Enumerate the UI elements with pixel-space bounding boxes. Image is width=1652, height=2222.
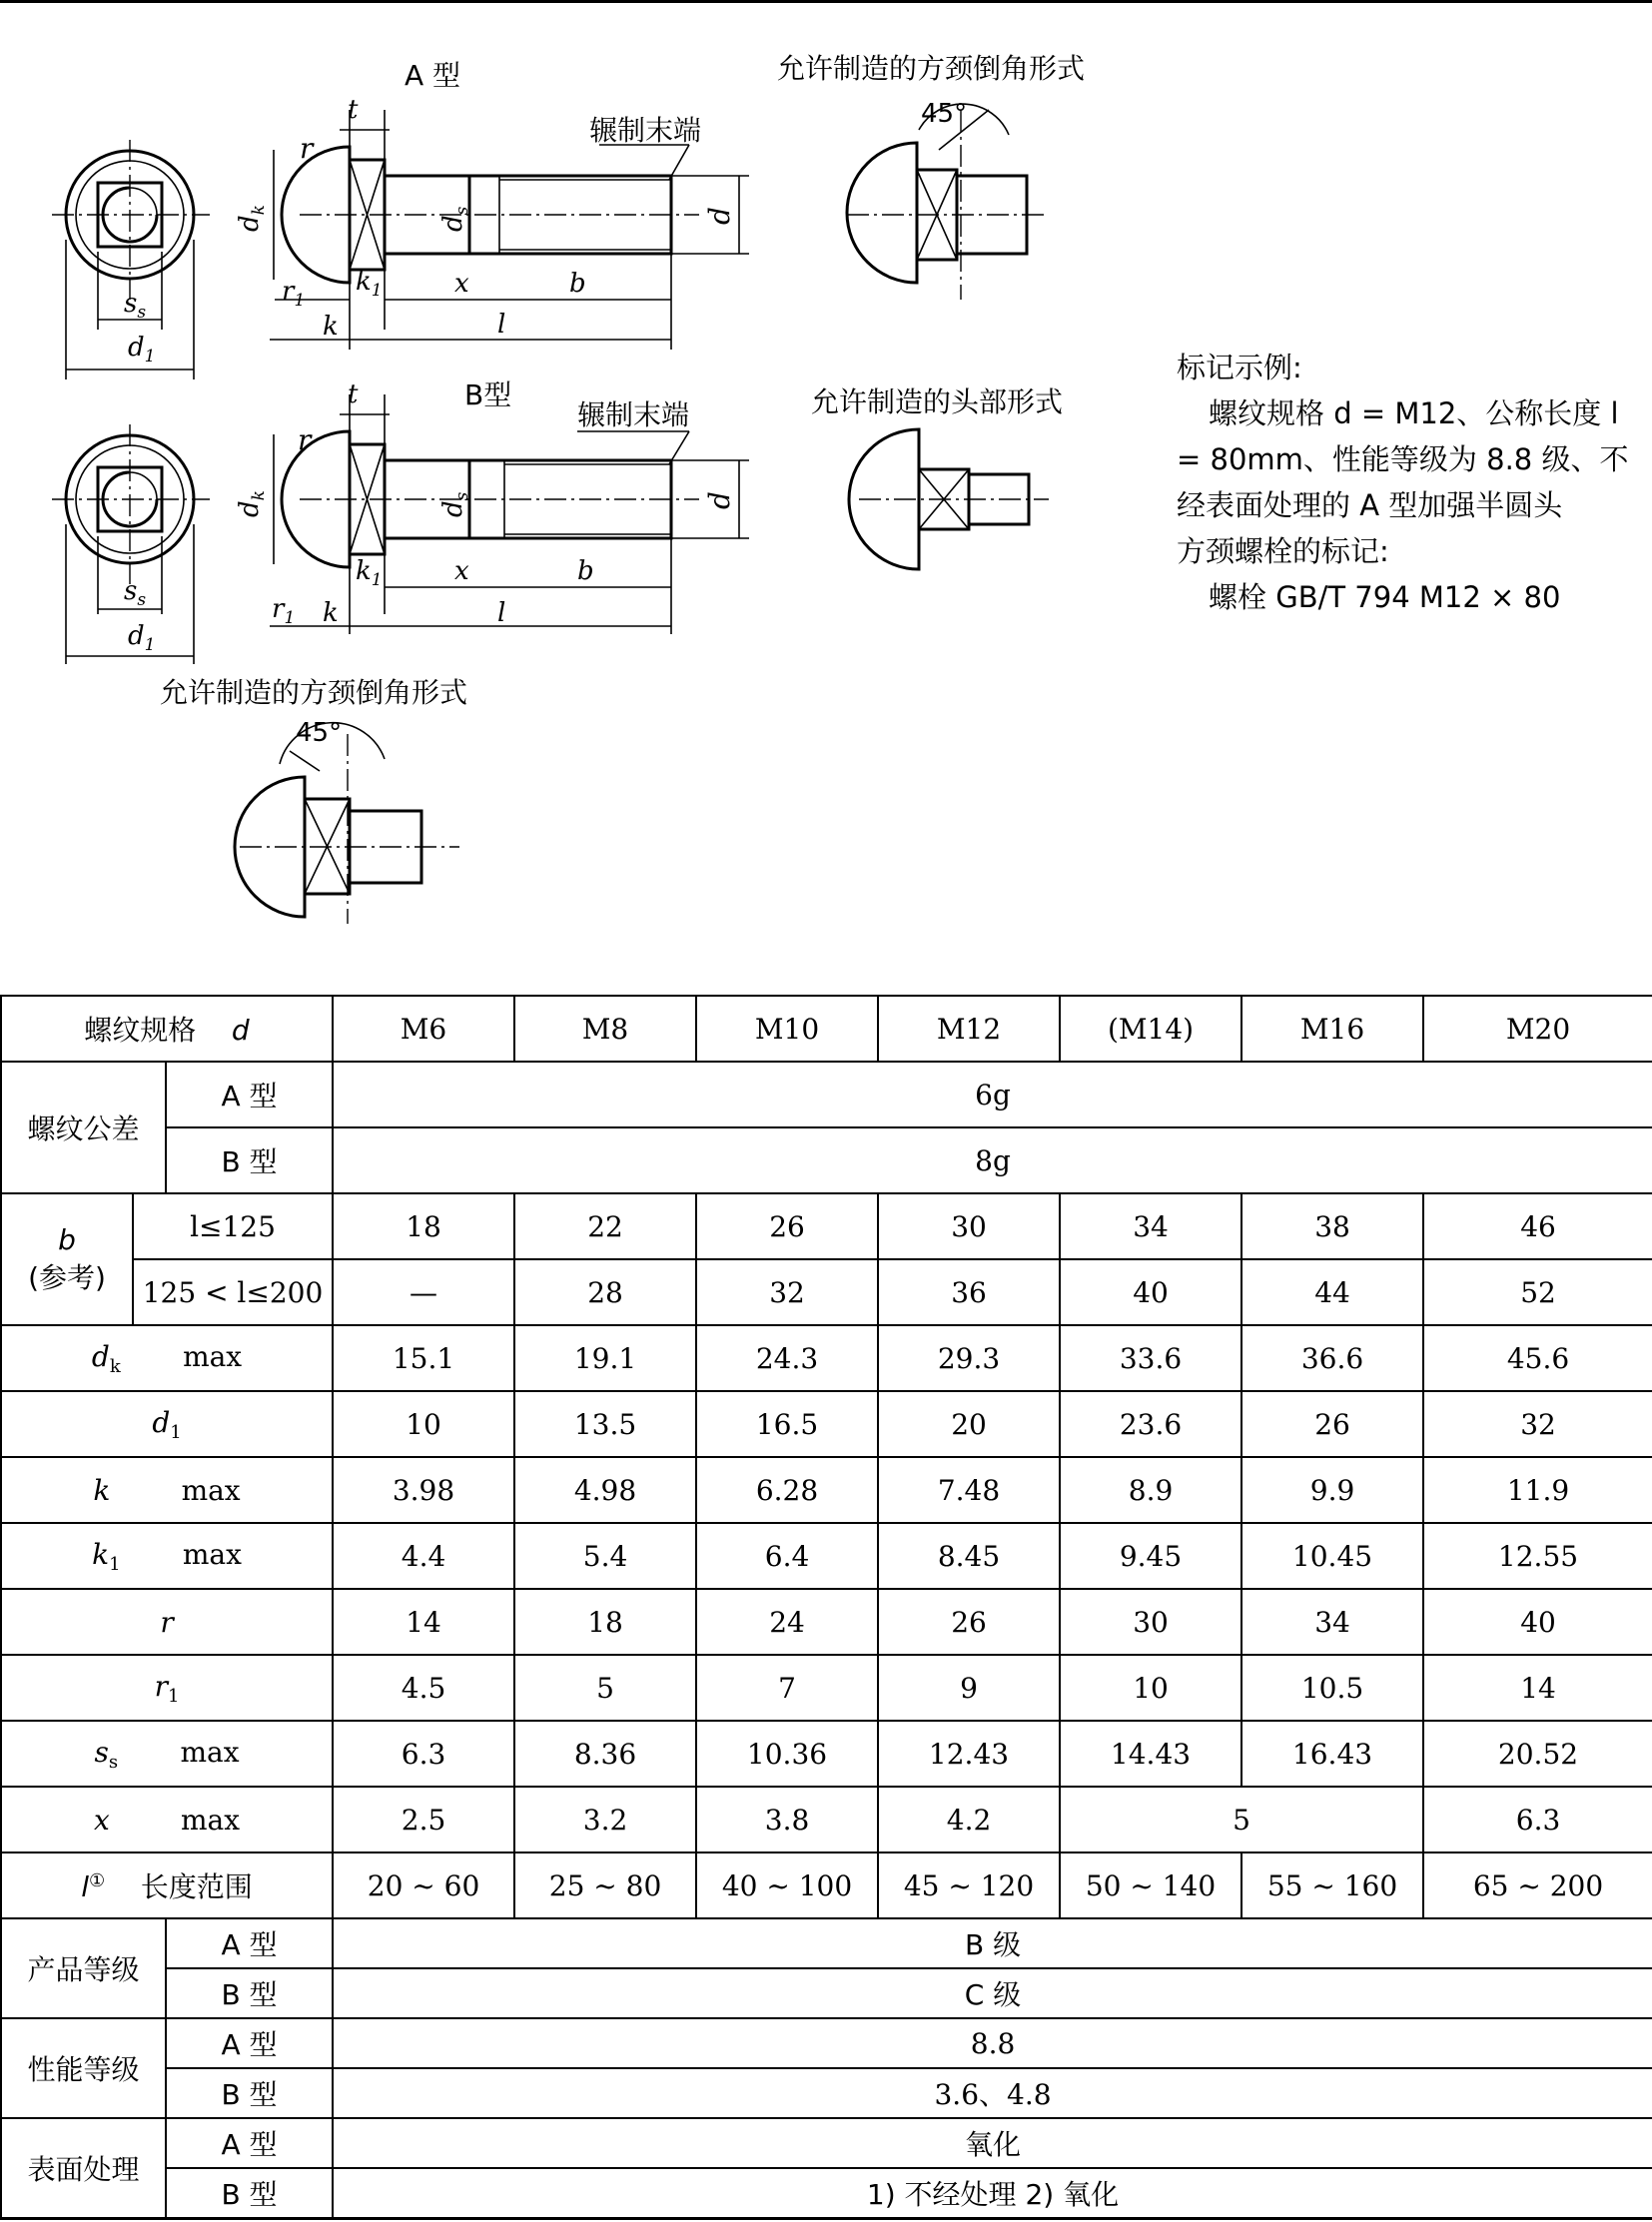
b-ref-row-1 <box>1 1193 1652 1259</box>
size-m20: M20 <box>1423 996 1652 1062</box>
chamfer-form-bottom-label: 允许制造的方颈倒角形式 <box>160 676 468 709</box>
d1-m16: 26 <box>1241 1391 1423 1457</box>
b-ref-1-m12: 30 <box>878 1193 1060 1259</box>
l-range-m20: 65 ~ 200 <box>1423 1852 1652 1918</box>
b-ref-1-m10: 26 <box>696 1193 878 1259</box>
r-symbol-b: r <box>298 423 312 456</box>
dk-m16: 36.6 <box>1241 1325 1423 1391</box>
k-row <box>1 1457 1652 1523</box>
ds-symbol-a: $d_s$ <box>438 206 472 232</box>
r-m20: 40 <box>1423 1589 1652 1655</box>
b-ref-2-m16: 44 <box>1241 1259 1423 1325</box>
k-m10: 6.28 <box>696 1457 878 1523</box>
r-m16: 34 <box>1241 1589 1423 1655</box>
thread-tolerance-b-value: 8g <box>333 1127 1652 1193</box>
surface-a-type: A 型 <box>166 2118 333 2168</box>
b-ref-2-m6: — <box>333 1259 514 1325</box>
rolled-end-label-a: 辗制末端 <box>589 114 702 147</box>
surface-b-type: B 型 <box>166 2168 333 2218</box>
d-symbol-b: d <box>703 491 736 509</box>
r1-symbol-a: $r_1$ <box>282 277 306 311</box>
t-symbol-a: t <box>348 95 359 125</box>
t-symbol-b: t <box>348 379 359 409</box>
dk-m10: 24.3 <box>696 1325 878 1391</box>
k-label: k max <box>1 1457 333 1523</box>
k-m14: 8.9 <box>1060 1457 1241 1523</box>
marking-line-3: = 80mm、性能等级为 8.8 级、不 <box>1177 442 1629 476</box>
ss-m12: 12.43 <box>878 1721 1060 1787</box>
l-range-m12: 45 ~ 120 <box>878 1852 1060 1918</box>
b-ref-1-m6: 18 <box>333 1193 514 1259</box>
marking-designation: 螺栓 GB/T 794 M12 × 80 <box>1209 580 1561 614</box>
thread-tolerance-a-value: 6g <box>333 1062 1652 1127</box>
marking-line-5: 方颈螺栓的标记: <box>1177 534 1389 568</box>
b-ref-2-m14: 40 <box>1060 1259 1241 1325</box>
k1-m6: 4.4 <box>333 1523 514 1589</box>
dk-row <box>1 1325 1652 1391</box>
dk-label: $d_k$ max <box>1 1325 333 1391</box>
r1-m8: 5 <box>514 1655 696 1721</box>
r1-label: $r_1$ <box>1 1655 333 1721</box>
l-range-m14: 50 ~ 140 <box>1060 1852 1241 1918</box>
d1-row <box>1 1391 1652 1457</box>
ss-symbol-b: $s_s$ <box>124 576 147 610</box>
x-m10: 3.8 <box>696 1787 878 1852</box>
b-symbol-a: b <box>569 269 586 299</box>
l-range-m6: 20 ~ 60 <box>333 1852 514 1918</box>
r-m10: 24 <box>696 1589 878 1655</box>
r1-m10: 7 <box>696 1655 878 1721</box>
x-symbol-b: x <box>454 556 469 586</box>
k1-symbol-b: $k_1$ <box>356 556 383 590</box>
b-ref-label: b (参考) <box>1 1193 133 1325</box>
product-grade-b-value: C 级 <box>333 1968 1652 2018</box>
head-form-label: 允许制造的头部形式 <box>811 385 1064 418</box>
type-b-end-view <box>52 424 210 664</box>
header-row <box>1 996 1652 1062</box>
size-m12: M12 <box>878 996 1060 1062</box>
type-b-label: B型 <box>464 378 512 411</box>
r1-m16: 10.5 <box>1241 1655 1423 1721</box>
ss-m6: 6.3 <box>333 1721 514 1787</box>
property-class-label: 性能等级 <box>1 2018 166 2118</box>
property-class-a-type: A 型 <box>166 2018 333 2068</box>
product-grade-a-value: B 级 <box>333 1918 1652 1968</box>
r-label: r <box>1 1589 333 1655</box>
b-ref-2-m8: 28 <box>514 1259 696 1325</box>
x-row <box>1 1787 1652 1852</box>
l-range-m8: 25 ~ 80 <box>514 1852 696 1918</box>
b-ref-2-m20: 52 <box>1423 1259 1652 1325</box>
size-m14: (M14) <box>1060 996 1241 1062</box>
r-m6: 14 <box>333 1589 514 1655</box>
k1-m10: 6.4 <box>696 1523 878 1589</box>
type-a-side-view <box>235 59 749 350</box>
surface-row-b <box>1 2168 1652 2218</box>
type-a-label: A 型 <box>405 59 461 92</box>
d1-symbol-b: $d_1$ <box>128 621 156 655</box>
k-symbol-a: k <box>323 312 339 342</box>
angle-top: 45° <box>921 99 968 129</box>
l-range-m16: 55 ~ 160 <box>1241 1852 1423 1918</box>
property-class-a-value: 8.8 <box>333 2018 1652 2068</box>
r1-symbol-b: $r_1$ <box>272 594 296 628</box>
b-ref-2-m12: 36 <box>878 1259 1060 1325</box>
k-m12: 7.48 <box>878 1457 1060 1523</box>
x-m12: 4.2 <box>878 1787 1060 1852</box>
dk-symbol-b: $d_k$ <box>235 490 269 517</box>
x-label: x max <box>1 1787 333 1852</box>
dk-m14: 33.6 <box>1060 1325 1241 1391</box>
ss-label: $s_s$ max <box>1 1721 333 1787</box>
size-m6: M6 <box>333 996 514 1062</box>
k1-symbol-a: $k_1$ <box>356 267 383 301</box>
l-symbol-b: l <box>497 598 506 628</box>
b-ref-1-m16: 38 <box>1241 1193 1423 1259</box>
b-ref-1-m20: 46 <box>1423 1193 1652 1259</box>
chamfer-form-top-label: 允许制造的方颈倒角形式 <box>777 52 1086 85</box>
size-m16: M16 <box>1241 996 1423 1062</box>
property-class-row-b <box>1 2068 1652 2118</box>
thread-tolerance-label: 螺纹公差 <box>1 1062 166 1193</box>
header-label-cell: 螺纹规格 d <box>1 996 333 1062</box>
property-class-b-type: B 型 <box>166 2068 333 2118</box>
k-symbol-b: k <box>323 598 339 628</box>
thread-tolerance-row-b <box>1 1127 1652 1193</box>
size-m10: M10 <box>696 996 878 1062</box>
d1-m10: 16.5 <box>696 1391 878 1457</box>
d1-label: $d_1$ <box>1 1391 333 1457</box>
dk-m8: 19.1 <box>514 1325 696 1391</box>
bottom-border-rule <box>0 2217 1652 2220</box>
head-form <box>811 385 1063 569</box>
dk-m12: 29.3 <box>878 1325 1060 1391</box>
surface-row-a <box>1 2118 1652 2168</box>
b-ref-range-1: l≤125 <box>133 1193 333 1259</box>
k1-m16: 10.45 <box>1241 1523 1423 1589</box>
l-range-label: l① 长度范围 <box>1 1852 333 1918</box>
ds-symbol-b: $d_s$ <box>438 491 472 517</box>
r1-m12: 9 <box>878 1655 1060 1721</box>
r-m8: 18 <box>514 1589 696 1655</box>
k-m6: 3.98 <box>333 1457 514 1523</box>
b-ref-range-2: 125 < l≤200 <box>133 1259 333 1325</box>
k1-row <box>1 1523 1652 1589</box>
k1-m20: 12.55 <box>1423 1523 1652 1589</box>
d-symbol-a: d <box>703 207 736 225</box>
product-grade-b-type: B 型 <box>166 1968 333 2018</box>
rolled-end-label-b: 辗制末端 <box>577 398 690 431</box>
b-ref-2-m10: 32 <box>696 1259 878 1325</box>
l-range-m10: 40 ~ 100 <box>696 1852 878 1918</box>
product-grade-label: 产品等级 <box>1 1918 166 2018</box>
r-m14: 30 <box>1060 1589 1241 1655</box>
angle-bottom: 45° <box>296 718 343 748</box>
dk-m6: 15.1 <box>333 1325 514 1391</box>
b-ref-1-m8: 22 <box>514 1193 696 1259</box>
thread-tolerance-row-a <box>1 1062 1652 1127</box>
type-b-side-view <box>235 378 749 634</box>
k1-m12: 8.45 <box>878 1523 1060 1589</box>
ss-m8: 8.36 <box>514 1721 696 1787</box>
marking-line-4: 经表面处理的 A 型加强半圆头 <box>1177 488 1563 522</box>
product-grade-row-b <box>1 1968 1652 2018</box>
k1-label: $k_1$ max <box>1 1523 333 1589</box>
d1-symbol-a: $d_1$ <box>128 333 156 367</box>
r1-m14: 10 <box>1060 1655 1241 1721</box>
ss-m14: 14.43 <box>1060 1721 1241 1787</box>
surface-label: 表面处理 <box>1 2118 166 2218</box>
chamfer-form-top <box>777 52 1085 300</box>
marking-example <box>1177 345 1646 620</box>
d1-m8: 13.5 <box>514 1391 696 1457</box>
type-a-end-view <box>52 140 210 379</box>
dk-symbol-a: $d_k$ <box>235 205 269 232</box>
ss-symbol-a: $s_s$ <box>124 289 147 323</box>
k-m20: 11.9 <box>1423 1457 1652 1523</box>
b-ref-row-2 <box>1 1259 1652 1325</box>
k1-m14: 9.45 <box>1060 1523 1241 1589</box>
type-b-cell: B 型 <box>166 1127 333 1193</box>
x-m8: 3.2 <box>514 1787 696 1852</box>
dk-m20: 45.6 <box>1423 1325 1652 1391</box>
marking-title: 标记示例: <box>1177 351 1302 384</box>
product-grade-a-type: A 型 <box>166 1918 333 1968</box>
d1-m12: 20 <box>878 1391 1060 1457</box>
d1-m14: 23.6 <box>1060 1391 1241 1457</box>
marking-line-2: 螺纹规格 d = M12、公称长度 l <box>1209 396 1619 430</box>
x-m6: 2.5 <box>333 1787 514 1852</box>
r-symbol-a: r <box>300 132 314 165</box>
l-range-row <box>1 1852 1652 1918</box>
ss-m10: 10.36 <box>696 1721 878 1787</box>
surface-a-value: 氧化 <box>333 2118 1652 2168</box>
k1-m8: 5.4 <box>514 1523 696 1589</box>
r-row <box>1 1589 1652 1655</box>
d1-m6: 10 <box>333 1391 514 1457</box>
spec-table <box>0 995 1652 2219</box>
r1-m6: 4.5 <box>333 1655 514 1721</box>
property-class-b-value: 3.6、4.8 <box>333 2068 1652 2118</box>
x-m20: 6.3 <box>1423 1787 1652 1852</box>
r-m12: 26 <box>878 1589 1060 1655</box>
ss-row <box>1 1721 1652 1787</box>
r1-row <box>1 1655 1652 1721</box>
l-symbol-a: l <box>497 310 506 340</box>
x-symbol-a: x <box>454 269 469 299</box>
type-a-cell: A 型 <box>166 1062 333 1127</box>
b-ref-1-m14: 34 <box>1060 1193 1241 1259</box>
ss-m16: 16.43 <box>1241 1721 1423 1787</box>
x-m14-m16: 5 <box>1060 1787 1423 1852</box>
product-grade-row-a <box>1 1918 1652 1968</box>
ss-m20: 20.52 <box>1423 1721 1652 1787</box>
k-m8: 4.98 <box>514 1457 696 1523</box>
size-m8: M8 <box>514 996 696 1062</box>
d1-m20: 32 <box>1423 1391 1652 1457</box>
surface-b-value: 1) 不经处理 2) 氧化 <box>333 2168 1652 2218</box>
b-symbol-b: b <box>577 556 594 586</box>
k-m16: 9.9 <box>1241 1457 1423 1523</box>
property-class-row-a <box>1 2018 1652 2068</box>
r1-m20: 14 <box>1423 1655 1652 1721</box>
chamfer-form-bottom <box>160 676 467 924</box>
